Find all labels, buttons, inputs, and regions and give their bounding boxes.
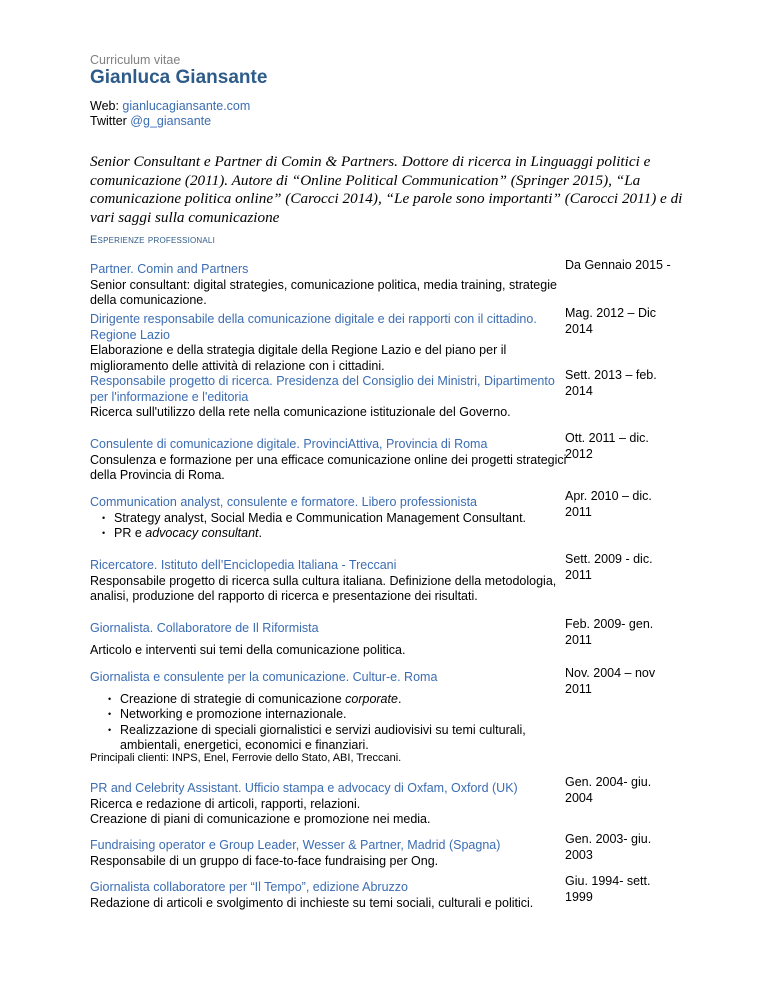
web-link[interactable]: gianlucagiansante.com bbox=[122, 99, 251, 113]
entry-date: Sett. 2009 - dic. 2011 bbox=[565, 552, 653, 582]
entry-body: Elaborazione e della strategia digitale della Regione Lazio e del piano per il miglioramento delle attività di relazione con i cittadini. bbox=[90, 343, 507, 373]
experience-entry bbox=[90, 489, 690, 542]
entry-body: Creazione di piani di comunicazione e promozione nei media. bbox=[90, 812, 431, 826]
entry-title: Ricercatore. Istituto dell’Enciclopedia Italiana - Treccani bbox=[90, 558, 397, 572]
entry-date: Mag. 2012 – Dic 2014 bbox=[565, 306, 657, 336]
entry-title: Giornalista. Collaboratore de Il Riformista bbox=[90, 621, 319, 635]
experience-entry bbox=[90, 306, 690, 374]
entry-date: Giu. 1994- sett. 1999 bbox=[565, 874, 651, 904]
entry-bullets bbox=[90, 692, 548, 754]
entry-title: Partner. Comin and Partners bbox=[90, 262, 249, 276]
bullet-item: • PR e advocacy consultant. bbox=[102, 526, 690, 542]
document-label: Curriculum vitae bbox=[90, 53, 181, 67]
person-name: Gianluca Giansante bbox=[90, 67, 268, 88]
entry-body: Articolo e interventi sui temi della comunicazione politica. bbox=[90, 642, 406, 657]
entry-body: Consulenza e formazione per una efficace comunicazione online dei progetti strategici della Provincia di Roma. bbox=[90, 452, 567, 482]
entry-date: Gen. 2003- giu. 2003 bbox=[565, 832, 652, 862]
web-line bbox=[90, 99, 250, 113]
experience-entry bbox=[90, 832, 690, 869]
entry-title: Dirigente responsabile della comunicazione digitale e dei rapporti con il cittadino. Regione Lazio bbox=[90, 312, 537, 342]
entry-body: Senior consultant: digital strategies, comunicazione politica, media training, strategie della comunicazione. bbox=[90, 277, 557, 307]
entry-date: Da Gennaio 2015 - bbox=[565, 258, 671, 272]
twitter-label: Twitter bbox=[90, 114, 131, 128]
bullet-item: • Creazione di strategie di comunicazione corporate. bbox=[108, 692, 548, 708]
experience-entry bbox=[90, 617, 690, 658]
entry-body: Ricerca e redazione di articoli, rapporti, relazioni. bbox=[90, 796, 361, 811]
entry-date: Feb. 2009- gen. 2011 bbox=[565, 617, 654, 647]
entry-title: Fundraising operator e Group Leader, Wesser & Partner, Madrid (Spagna) bbox=[90, 838, 501, 852]
entry-date: Gen. 2004- giu. 2004 bbox=[565, 775, 652, 805]
entry-title: Communication analyst, consulente e formatore. Libero professionista bbox=[90, 495, 478, 509]
experience-entry bbox=[90, 552, 690, 605]
entry-title: Giornalista collaboratore per “Il Tempo”, edizione Abruzzo bbox=[90, 880, 408, 894]
entry-date: Nov. 2004 – nov 2011 bbox=[565, 666, 656, 696]
experience-entry bbox=[90, 874, 690, 911]
profile-summary: Senior Consultant e Partner di Comin & Partners. Dottore di ricerca in Linguaggi politici e comunicazione (2011). Autore di “Online Political Communication” (Springer 2015), “La comunicazione politica online” (Carocci 2014), “Le parole sono importanti” (Carocci 2011) e di vari saggi sulla comunicazione bbox=[90, 153, 683, 226]
entry-title: PR and Celebrity Assistant. Ufficio stampa e advocacy di Oxfam, Oxford (UK) bbox=[90, 781, 518, 795]
entry-title: Consulente di comunicazione digitale. ProvinciAttiva, Provincia di Roma bbox=[90, 437, 488, 451]
bullet-item: • Realizzazione di speciali giornalistici e servizi audiovisivi su temi culturali, ambientali, energetici, economici e finanziari. bbox=[108, 723, 548, 754]
entry-date: Sett. 2013 – feb. 2014 bbox=[565, 368, 657, 398]
experience-entry bbox=[90, 775, 690, 828]
twitter-link[interactable]: @g_giansante bbox=[130, 114, 212, 128]
entry-date: Ott. 2011 – dic. 2012 bbox=[565, 431, 649, 461]
experience-entry bbox=[90, 258, 690, 309]
entry-title: Giornalista e consulente per la comunicazione. Cultur-e. Roma bbox=[90, 670, 438, 684]
twitter-line bbox=[90, 114, 211, 128]
entry-date: Apr. 2010 – dic. 2011 bbox=[565, 489, 652, 519]
entry-body: Redazione di articoli e svolgimento di inchieste su temi sociali, culturali e politici. bbox=[90, 895, 534, 910]
section-title: Esperienze professionali bbox=[90, 234, 215, 246]
bullet-item: • Strategy analyst, Social Media e Communication Management Consultant. bbox=[102, 511, 690, 527]
clients-note: Principali clienti: INPS, Enel, Ferrovie dello Stato, ABI, Treccani. bbox=[90, 752, 402, 764]
experience-entry bbox=[90, 368, 690, 421]
entry-title: Responsabile progetto di ricerca. Presidenza del Consiglio dei Ministri, Dipartimento per l'informazione e l'editoria bbox=[90, 374, 555, 404]
experience-entry bbox=[90, 431, 690, 484]
entry-body: Responsabile di un gruppo di face-to-face fundraising per Ong. bbox=[90, 853, 439, 868]
web-label: Web: bbox=[90, 99, 123, 113]
bullet-item: • Networking e promozione internazionale. bbox=[108, 707, 548, 723]
entry-body: Ricerca sull'utilizzo della rete nella comunicazione istituzionale del Governo. bbox=[90, 405, 511, 419]
experience-entry bbox=[90, 666, 690, 754]
entry-body: Responsabile progetto di ricerca sulla cultura italiana. Definizione della metodologia, analisi, produzione del rapporto di ricerca e presentazione dei risultati. bbox=[90, 573, 557, 603]
